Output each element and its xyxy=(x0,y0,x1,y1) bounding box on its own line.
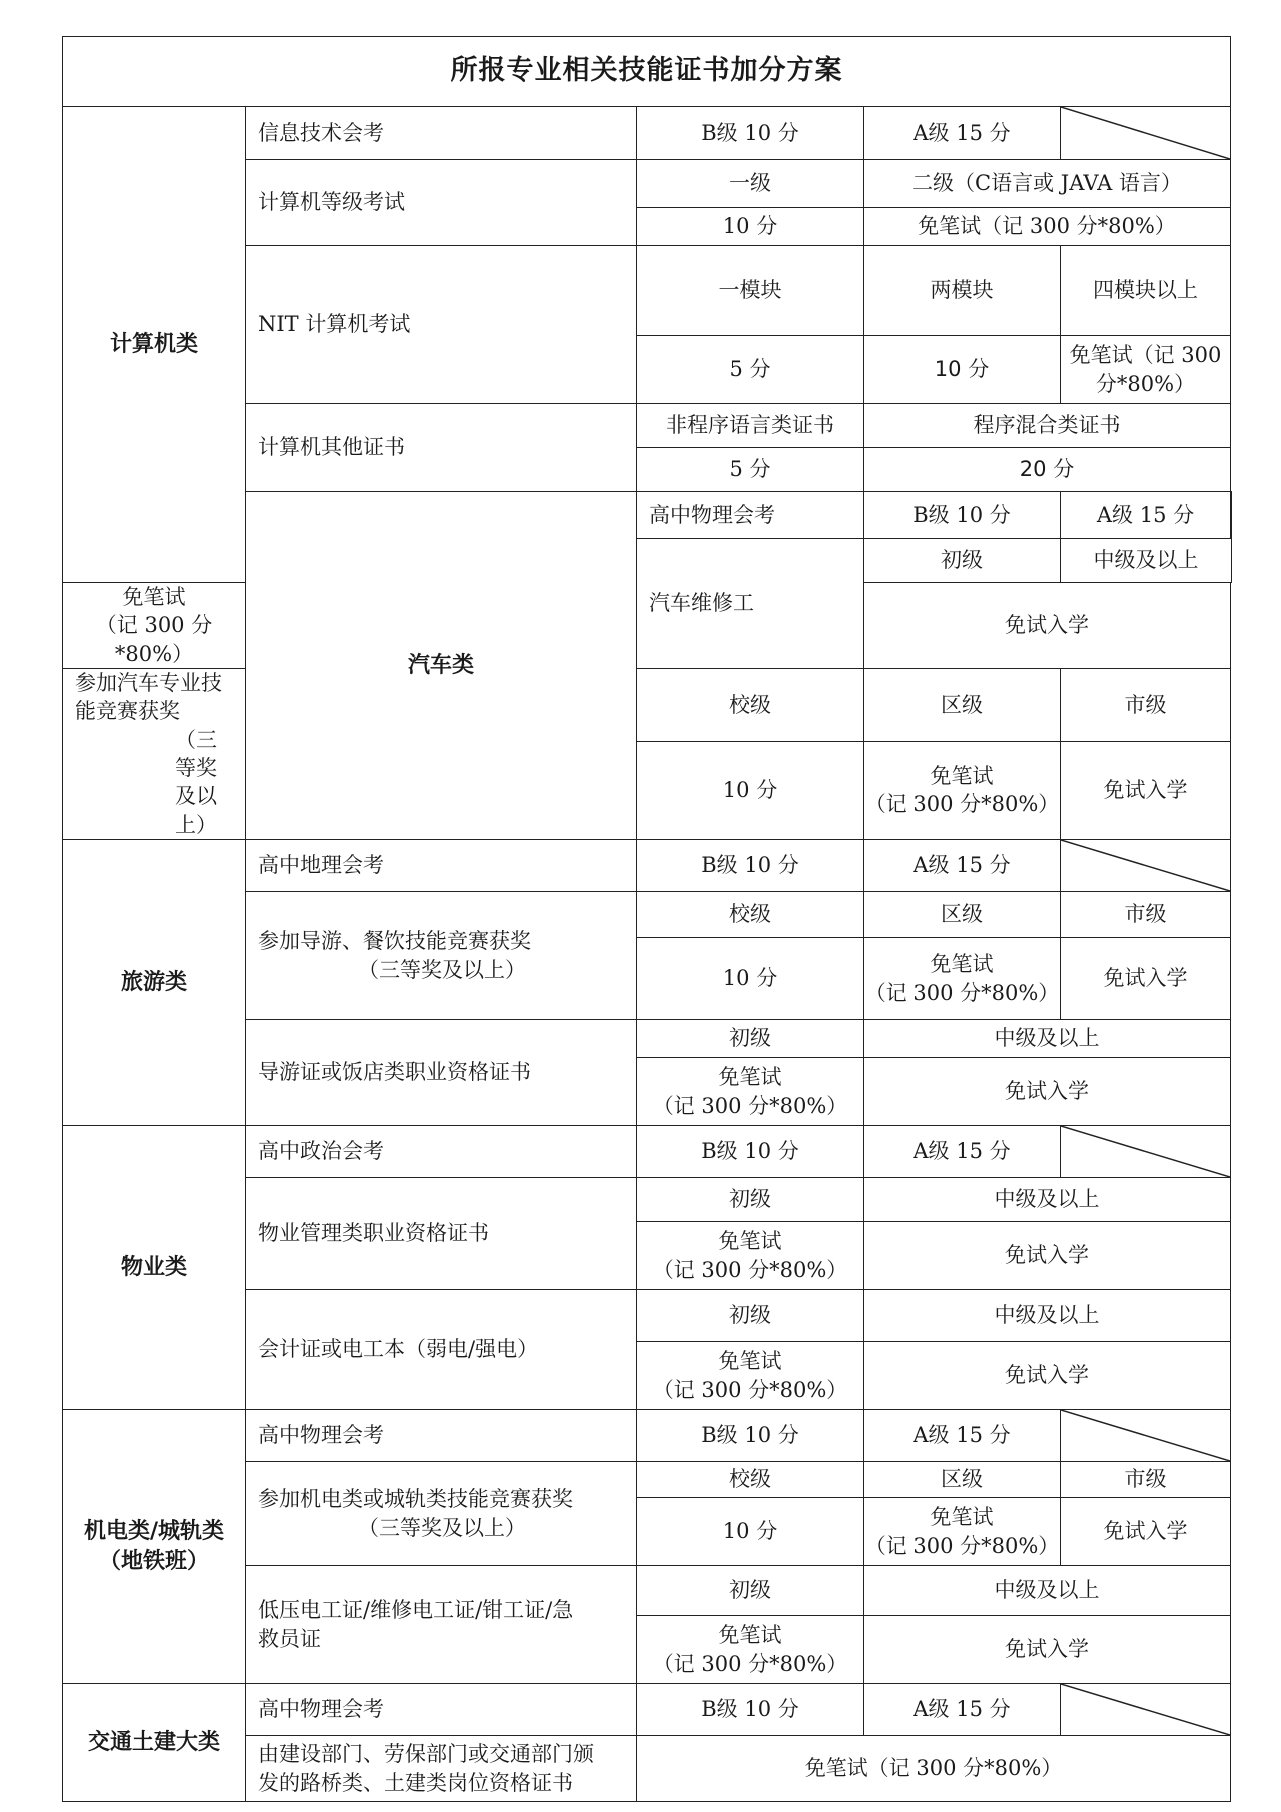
level-value: 10 分 xyxy=(637,938,864,1020)
item-politics-exam: 高中政治会考 xyxy=(246,1126,637,1178)
level-value: 免试入学 xyxy=(1061,1498,1231,1566)
item-property-cert: 物业管理类职业资格证书 xyxy=(246,1178,637,1290)
level-value: 免笔试 （记 300 分*80%） xyxy=(864,938,1061,1020)
bonus-scheme-table xyxy=(62,36,1232,1802)
item-ncre: 计算机等级考试 xyxy=(246,160,637,246)
grade-b-score: B级 10 分 xyxy=(637,840,864,892)
bonus-scheme-sheet xyxy=(62,36,1232,1802)
category-mechatronics: 机电类/城轨类 （地铁班） xyxy=(63,1410,246,1684)
level-value: 免笔试 （记 300 分*80%） xyxy=(63,583,246,669)
item-road-bridge-cert: 由建设部门、劳保部门或交通部门颁 发的路桥类、土建类岗位资格证书 xyxy=(246,1736,637,1802)
category-computer: 计算机类 xyxy=(63,107,246,583)
level-value: 免笔试（记 300 分*80%） xyxy=(637,1736,1231,1802)
level-header: 一级 xyxy=(637,160,864,208)
grade-b-score: B级 10 分 xyxy=(637,107,864,160)
item-auto-mechanic: 汽车维修工 xyxy=(637,539,864,669)
level-header: 区级 xyxy=(864,1462,1061,1498)
level-value: 免笔试 （记 300 分*80%） xyxy=(637,1222,864,1290)
level-header: 校级 xyxy=(637,1462,864,1498)
level-header: 中级及以上 xyxy=(864,1020,1231,1058)
item-it-exam: 信息技术会考 xyxy=(246,107,637,160)
item-physics-exam: 高中物理会考 xyxy=(246,1684,637,1736)
grade-a-score: A级 15 分 xyxy=(864,1126,1061,1178)
category-tourism: 旅游类 xyxy=(63,840,246,1126)
level-header: 程序混合类证书 xyxy=(864,404,1231,448)
item-geography-exam: 高中地理会考 xyxy=(246,840,637,892)
category-auto: 汽车类 xyxy=(246,492,637,840)
level-header: 初级 xyxy=(637,1290,864,1342)
level-header: 市级 xyxy=(1061,669,1231,741)
level-value: 5 分 xyxy=(637,336,864,404)
grade-b-score: B级 10 分 xyxy=(637,1684,864,1736)
level-header: 四模块以上 xyxy=(1061,246,1231,336)
level-value: 免试入学 xyxy=(864,1342,1231,1410)
level-value: 免笔试 （记 300 分*80%） xyxy=(637,1616,864,1684)
empty-diagonal-cell xyxy=(1061,1126,1231,1178)
table-title: 所报专业相关技能证书加分方案 xyxy=(63,37,1231,107)
empty-diagonal-cell xyxy=(1061,1684,1231,1736)
grade-a-score: A级 15 分 xyxy=(1061,492,1231,539)
level-header: 初级 xyxy=(637,1566,864,1616)
level-header: 市级 xyxy=(1061,1462,1231,1498)
level-value: 10 分 xyxy=(637,741,864,840)
item-tourism-contest: 参加导游、餐饮技能竞赛获奖 （三等奖及以上） xyxy=(246,892,637,1020)
level-value: 免试入学 xyxy=(864,1616,1231,1684)
level-value: 免笔试 （记 300 分*80%） xyxy=(864,741,1061,840)
empty-diagonal-cell xyxy=(1061,1410,1231,1462)
level-header: 初级 xyxy=(864,539,1061,583)
item-electrician-certs: 低压电工证/维修电工证/钳工证/急 救员证 xyxy=(246,1566,637,1684)
grade-b-score: B级 10 分 xyxy=(637,1410,864,1462)
category-civil-engineering: 交通土建大类 xyxy=(63,1684,246,1802)
level-header: 中级及以上 xyxy=(1061,539,1232,583)
item-physics-exam: 高中物理会考 xyxy=(246,1410,637,1462)
level-value: 免笔试 （记 300 分*80%） xyxy=(637,1058,864,1126)
grade-a-score: A级 15 分 xyxy=(864,107,1061,160)
level-value: 免试入学 xyxy=(1061,741,1231,840)
item-auto-contest: 参加汽车专业技能竞赛获奖 （三等奖及以上） xyxy=(63,669,246,840)
level-value: 免试入学 xyxy=(864,1222,1231,1290)
level-value: 免试入学 xyxy=(864,1058,1231,1126)
level-header: 校级 xyxy=(637,669,864,741)
item-physics-exam: 高中物理会考 xyxy=(637,492,864,539)
level-header: 中级及以上 xyxy=(864,1178,1231,1222)
grade-b-score: B级 10 分 xyxy=(637,1126,864,1178)
level-value: 免笔试（记 300 分*80%） xyxy=(1061,336,1231,404)
level-value: 免笔试（记 300 分*80%） xyxy=(864,208,1231,246)
grade-a-score: A级 15 分 xyxy=(864,1684,1061,1736)
level-header: 市级 xyxy=(1061,892,1231,938)
item-other-certs: 计算机其他证书 xyxy=(246,404,637,492)
empty-diagonal-cell xyxy=(1231,492,1232,539)
empty-diagonal-cell xyxy=(1061,840,1231,892)
level-value: 10 分 xyxy=(637,208,864,246)
level-header: 一模块 xyxy=(637,246,864,336)
level-value: 免试入学 xyxy=(864,583,1231,669)
level-value: 10 分 xyxy=(864,336,1061,404)
item-accounting-electrician: 会计证或电工本（弱电/强电） xyxy=(246,1290,637,1410)
item-nit: NIT 计算机考试 xyxy=(246,246,637,404)
empty-diagonal-cell xyxy=(1061,107,1231,160)
grade-b-score: B级 10 分 xyxy=(864,492,1061,539)
level-header: 初级 xyxy=(637,1178,864,1222)
item-mech-contest: 参加机电类或城轨类技能竞赛获奖 （三等奖及以上） xyxy=(246,1462,637,1566)
level-value: 5 分 xyxy=(637,448,864,492)
category-property: 物业类 xyxy=(63,1126,246,1410)
level-header: 非程序语言类证书 xyxy=(637,404,864,448)
level-value: 免试入学 xyxy=(1061,938,1231,1020)
item-tourism-cert: 导游证或饭店类职业资格证书 xyxy=(246,1020,637,1126)
level-header: 中级及以上 xyxy=(864,1566,1231,1616)
grade-a-score: A级 15 分 xyxy=(864,840,1061,892)
level-header: 初级 xyxy=(637,1020,864,1058)
level-header: 区级 xyxy=(864,892,1061,938)
level-value: 免笔试 （记 300 分*80%） xyxy=(864,1498,1061,1566)
level-value: 免笔试 （记 300 分*80%） xyxy=(637,1342,864,1410)
grade-a-score: A级 15 分 xyxy=(864,1410,1061,1462)
level-header: 二级（C语言或 JAVA 语言） xyxy=(864,160,1231,208)
level-header: 中级及以上 xyxy=(864,1290,1231,1342)
level-value: 10 分 xyxy=(637,1498,864,1566)
level-value: 20 分 xyxy=(864,448,1231,492)
level-header: 两模块 xyxy=(864,246,1061,336)
level-header: 校级 xyxy=(637,892,864,938)
level-header: 区级 xyxy=(864,669,1061,741)
